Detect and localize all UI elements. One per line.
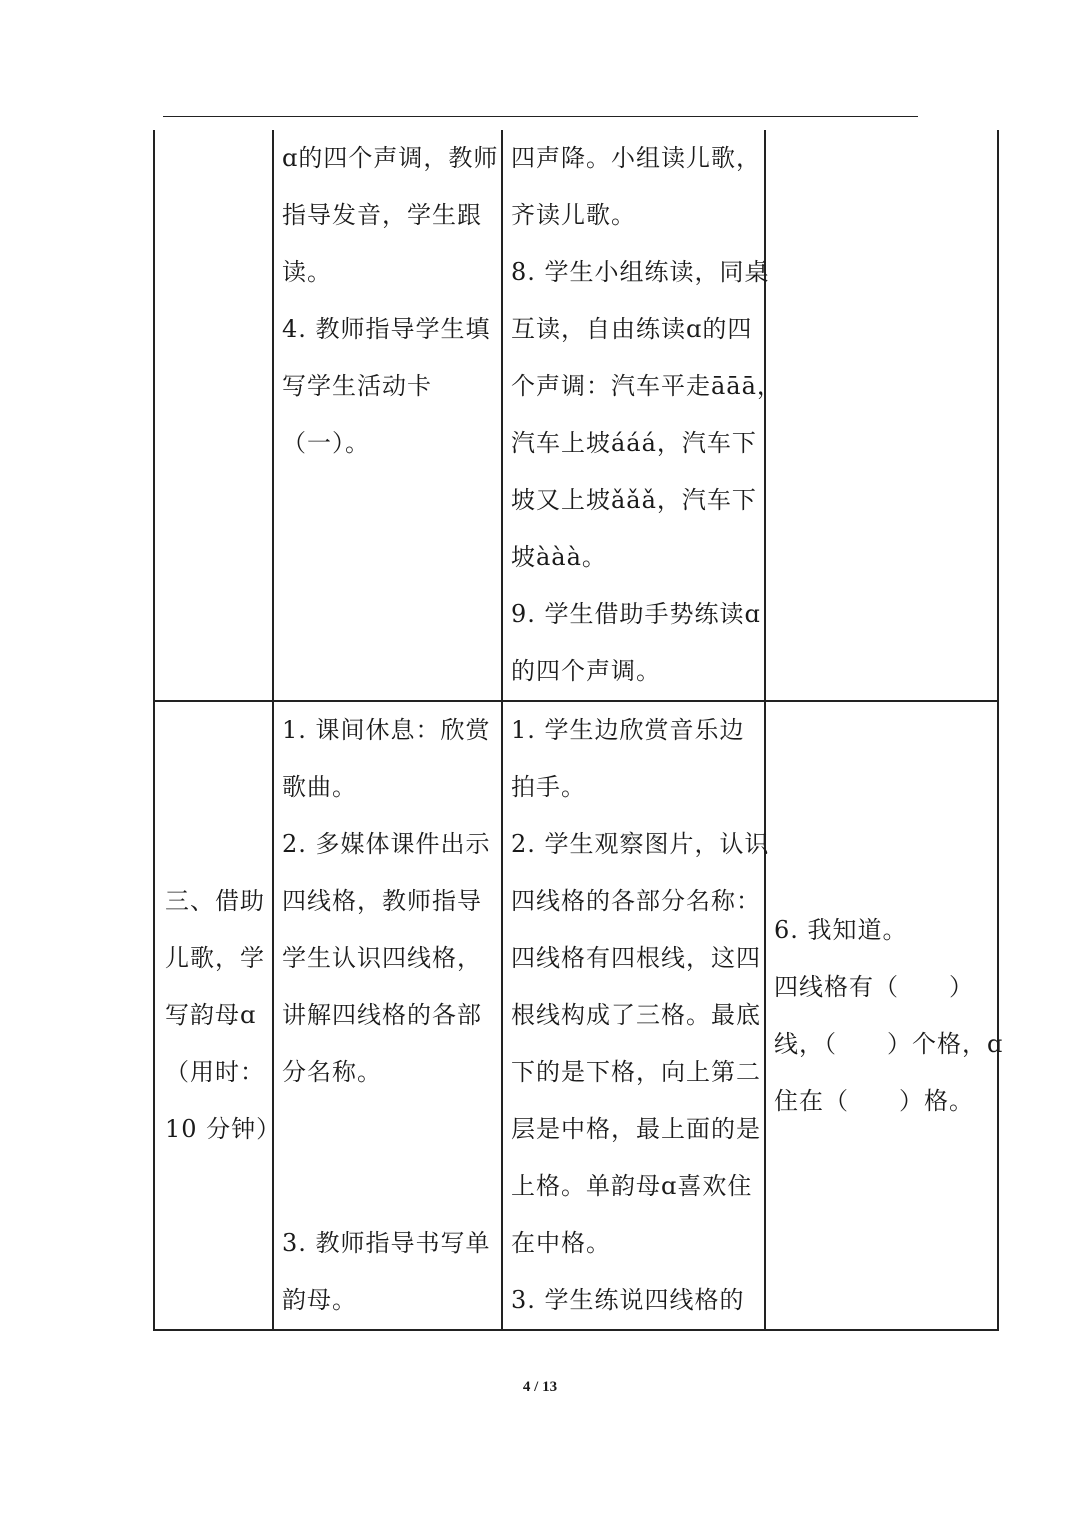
student-line: 在中格。 xyxy=(511,1229,611,1257)
teacher-line: 四线格，教师指导 xyxy=(282,887,482,915)
teacher-line: ɑ的四个声调，教师 xyxy=(282,144,499,172)
lesson-table xyxy=(153,130,1004,1331)
table-row xyxy=(154,701,998,1330)
student-cell xyxy=(502,130,782,701)
teacher-line: 讲解四线格的各部 xyxy=(282,1001,482,1029)
student-line: 四线格有四根线，这四 xyxy=(511,944,761,972)
teacher-cell xyxy=(273,701,502,1330)
note-cell xyxy=(765,701,1004,1330)
student-line: 2. 学生观察图片，认识 xyxy=(511,830,770,858)
step-line: 写韵母ɑ xyxy=(165,1001,257,1029)
teacher-line: 2. 多媒体课件出示 xyxy=(282,830,491,858)
teacher-line: 指导发音，学生跟 xyxy=(282,201,482,229)
note-line: 线，（ ）个格，ɑ xyxy=(774,1029,1004,1058)
student-line: 四线格的各部分名称： xyxy=(511,887,761,915)
student-line: 互读，自由练读ɑ的四 xyxy=(511,315,753,343)
teacher-line: 歌曲。 xyxy=(282,773,357,801)
student-line: 四声降。小组读儿歌， xyxy=(511,144,761,172)
student-line: 1. 学生边欣赏音乐边 xyxy=(511,716,745,744)
student-line: 坡又上坡ǎǎǎ，汽车下 xyxy=(511,486,757,514)
header-rule xyxy=(163,116,918,117)
teacher-line: 韵母。 xyxy=(282,1286,357,1314)
teacher-line: （一）。 xyxy=(282,429,370,457)
teacher-line: 分名称。 xyxy=(282,1058,382,1086)
note-line: 住在（ ）格。 xyxy=(774,1086,974,1115)
teacher-line: 写学生活动卡 xyxy=(282,372,432,400)
step-line: 儿歌，学 xyxy=(165,944,265,972)
step-line: 三、借助 xyxy=(165,887,265,915)
student-line: 齐读儿歌。 xyxy=(511,201,636,229)
teacher-line: 1. 课间休息：欣赏 xyxy=(282,716,491,744)
table-row xyxy=(154,130,998,701)
note-line: 6. 我知道。 xyxy=(774,915,908,944)
student-line: 层是中格，最上面的是 xyxy=(511,1115,761,1143)
spacer xyxy=(282,1101,493,1215)
student-line: 坡ààà。 xyxy=(511,543,607,571)
student-line: 上格。单韵母ɑ喜欢住 xyxy=(511,1172,753,1200)
student-cell xyxy=(502,701,770,1330)
note-cell xyxy=(765,130,998,701)
student-line: 9. 学生借助手势练读ɑ xyxy=(511,600,761,628)
student-line: 根线构成了三格。最底 xyxy=(511,1001,761,1029)
student-line: 的四个声调。 xyxy=(511,657,661,685)
note-line: 四线格有（ ） xyxy=(774,972,974,1001)
teacher-line: 学生认识四线格， xyxy=(282,944,482,972)
step-cell xyxy=(154,130,273,701)
student-line: 拍手。 xyxy=(511,773,586,801)
step-line: 10 分钟） xyxy=(165,1115,282,1143)
teacher-line: 3. 教师指导书写单 xyxy=(282,1229,491,1257)
step-cell xyxy=(154,701,282,1330)
student-line: 8. 学生小组练读，同桌 xyxy=(511,258,770,286)
teacher-cell xyxy=(273,130,502,701)
student-line: 下的是下格，向上第二 xyxy=(511,1058,761,1086)
student-line: 汽车上坡ááá，汽车下 xyxy=(511,429,757,457)
student-line: 3. 学生练说四线格的 xyxy=(511,1286,745,1314)
page-number: 4 / 13 xyxy=(522,1379,558,1395)
student-line: 个声调：汽车平走āāā， xyxy=(511,372,782,400)
teacher-line: 读。 xyxy=(282,258,332,286)
step-line: （用时： xyxy=(165,1058,265,1086)
teacher-line: 4. 教师指导学生填 xyxy=(282,315,491,343)
